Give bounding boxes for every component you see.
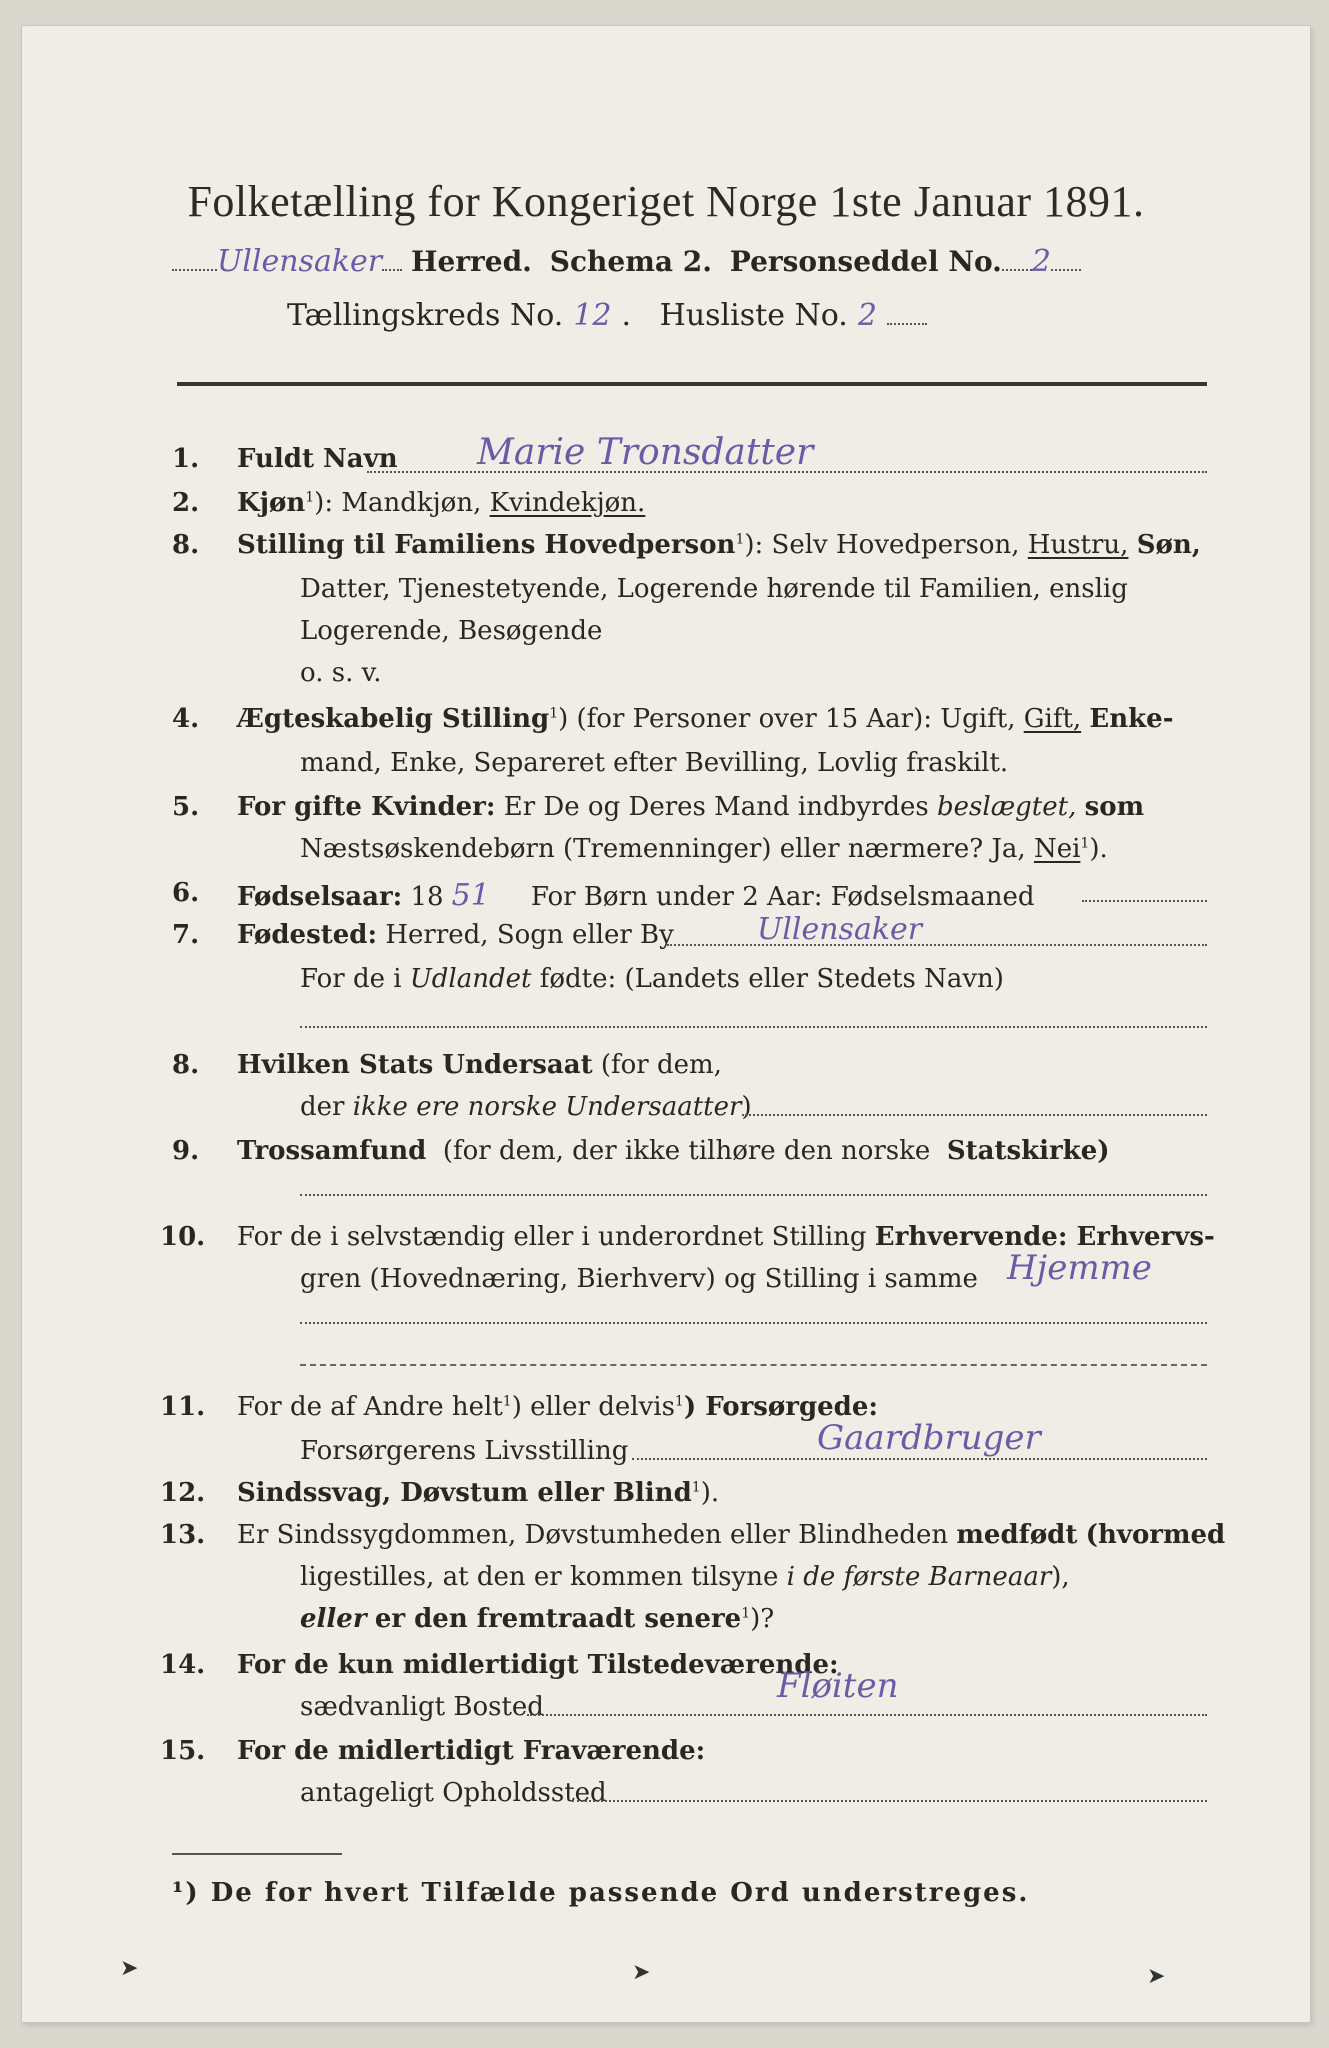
item-text: ). — [1089, 834, 1108, 864]
selected-option: Hustru, — [1027, 530, 1129, 560]
answer-line — [572, 1800, 1207, 1802]
answer-line — [300, 1364, 1207, 1366]
item-number: 7. — [172, 920, 200, 950]
item-text: (hvormed — [1085, 1520, 1226, 1550]
answer-line — [742, 1114, 1207, 1116]
item-text: ) eller delvis — [511, 1392, 675, 1422]
item-label: Stilling til Familiens Hovedperson — [237, 530, 736, 560]
item-11-line-2 — [300, 1436, 628, 1466]
answer-line — [527, 1714, 1207, 1716]
footnote-ref: 1 — [549, 705, 559, 722]
item-number: 8. — [172, 1050, 200, 1080]
kreds-label: Tællingskreds No. — [287, 298, 564, 333]
item-text: er den fremtraadt senere — [374, 1604, 742, 1634]
item-text: For de i selvstændig eller i underordnet Stilling — [237, 1222, 867, 1252]
item-number: 2. — [172, 488, 200, 518]
item-label: Hvilken Stats Undersaat — [237, 1050, 593, 1080]
item-text: For Børn under 2 Aar: Fødselsmaaned — [530, 882, 1035, 912]
answer-line — [632, 1458, 1207, 1460]
item-label: ) Forsørgede: — [683, 1392, 878, 1422]
footnote-ref: 1 — [674, 1393, 684, 1410]
item-5-line-2 — [300, 834, 1108, 864]
item-text: ) — [741, 1092, 752, 1122]
form-title: Folketælling for Kongeriget Norge 1ste Januar 1891. — [187, 177, 1145, 226]
footnote-ref: 1 — [305, 489, 315, 506]
header-line-kreds: Tællingskreds No. 12 . Husliste No. 2 — [287, 298, 927, 333]
arrow-mark-icon: ➤ — [1147, 1964, 1166, 1989]
item-text: )? — [750, 1604, 775, 1634]
item-text: ikke ere norske Undersaatter — [352, 1092, 742, 1122]
arrow-mark-icon: ➤ — [120, 1956, 139, 1981]
item-number: 11. — [160, 1392, 206, 1422]
item-label: For de midlertidigt Fraværende: — [237, 1736, 706, 1766]
item-label: Sindssvag, Døvstum eller Blind — [237, 1478, 692, 1508]
footnote-ref: 1 — [735, 531, 745, 548]
personseddel-label: Personseddel No. — [729, 245, 1002, 278]
occupation-value: Hjemme — [1007, 1248, 1152, 1288]
item-label: Fødselsaar: — [237, 882, 403, 912]
item-text: 18 — [410, 882, 444, 912]
birthplace-value: Ullensaker — [757, 912, 923, 947]
item-3-line-2: Datter, Tjenestetyende, Logerende hørende til Familien, enslig — [300, 574, 1128, 604]
item-text: eller — [300, 1604, 367, 1634]
birth-year-value: 51 — [451, 878, 490, 913]
item-text: antageligt Opholdssted — [300, 1778, 607, 1808]
answer-line — [367, 471, 1207, 473]
item-number: 14. — [160, 1650, 206, 1680]
item-4-line-2: mand, Enke, Separeret efter Bevilling, Lovlig fraskilt. — [300, 748, 1009, 778]
item-text: ): Mandkjøn, — [314, 488, 482, 518]
item-text: Næstsøskendebørn (Tremenninger) eller nærmere? Ja, — [300, 834, 1026, 864]
item-text: Forsørgerens Livsstilling — [300, 1436, 629, 1466]
name-value: Marie Tronsdatter — [477, 432, 814, 473]
item-label: Trossamfund — [237, 1136, 427, 1166]
footnote-ref: 1 — [741, 1605, 751, 1622]
item-text: For de af Andre helt — [237, 1392, 503, 1422]
item-text: (for dem, — [600, 1050, 722, 1080]
census-form — [22, 26, 1310, 2022]
item-label: medfødt — [956, 1520, 1078, 1550]
item-number: 6. — [172, 878, 200, 908]
answer-line — [300, 1322, 1207, 1324]
item-label: For gifte Kvinder: — [237, 792, 496, 822]
item-number: 9. — [172, 1136, 200, 1166]
item-text: der — [300, 1092, 345, 1122]
selected-option: Nei — [1033, 834, 1081, 864]
schema-label: Schema 2. — [549, 245, 712, 278]
footnote-divider — [172, 1853, 342, 1855]
item-text: Søn, — [1136, 530, 1201, 560]
item-label: Fødested: — [237, 920, 378, 950]
item-text: Statskirke) — [946, 1136, 1110, 1166]
item-text: gren (Hovednæring, Bierhverv) og Stilling i samme — [300, 1264, 978, 1294]
answer-line — [667, 944, 1207, 946]
personseddel-value: 2 — [1031, 244, 1051, 279]
usual-residence-value: Fløiten — [777, 1666, 899, 1706]
item-label: Fuldt Navn — [237, 444, 398, 474]
item-text: ligestilles, at den er kommen tilsyne — [300, 1562, 779, 1592]
item-13-line-2 — [300, 1562, 1070, 1592]
answer-line — [1082, 900, 1207, 902]
item-3-line-4: o. s. v. — [300, 658, 382, 688]
footnote-ref: 1 — [691, 1479, 701, 1496]
item-number: 10. — [160, 1222, 206, 1252]
answer-line — [300, 1026, 1207, 1028]
item-14-line-2 — [300, 1692, 544, 1722]
header-line-herred — [172, 244, 1081, 279]
item-label: For de kun midlertidigt Tilstedeværende: — [237, 1650, 839, 1680]
footnote: ¹) De for hvert Tilfælde passende Ord understreges. — [172, 1878, 1030, 1908]
husliste-label: Husliste No. — [659, 298, 848, 333]
item-label: Erhvervende: Erhvervs- — [874, 1222, 1215, 1252]
item-text: For de i — [300, 964, 402, 994]
item-text: som — [1084, 792, 1145, 822]
item-number: 15. — [160, 1736, 206, 1766]
kreds-value: 12 — [573, 298, 612, 333]
herred-label: Herred. — [411, 245, 532, 278]
item-number: 4. — [172, 704, 200, 734]
footnote-ref: 1 — [502, 1393, 512, 1410]
item-text: ) (for Personer over 15 Aar): Ugift, — [558, 704, 1016, 734]
item-label: Kjøn — [237, 488, 306, 518]
footnote-ref: 1 — [1080, 835, 1090, 852]
item-text: Enke- — [1089, 704, 1174, 734]
item-number: 5. — [172, 792, 200, 822]
item-text: ), — [1051, 1562, 1070, 1592]
selected-option: Gift, — [1023, 704, 1082, 734]
item-text: fødte: (Landets eller Stedets Navn) — [539, 964, 1004, 994]
item-15-line-2 — [300, 1778, 607, 1808]
answer-line — [300, 1194, 1207, 1196]
item-number: 13. — [160, 1520, 206, 1550]
item-number: 12. — [160, 1478, 206, 1508]
supporter-occupation-value: Gaardbruger — [817, 1418, 1041, 1458]
herred-value: Ullensaker — [217, 244, 383, 279]
item-text: i de første Barneaar — [786, 1562, 1052, 1592]
item-label: Ægteskabelig Stilling — [237, 704, 550, 734]
arrow-mark-icon: ➤ — [632, 1960, 651, 1985]
item-8-line-2 — [300, 1092, 752, 1122]
item-text: ). — [700, 1478, 720, 1508]
item-text: Er De og Deres Mand indbyrdes — [503, 792, 929, 822]
item-10-line-2 — [300, 1264, 978, 1294]
item-3-line-3: Logerende, Besøgende — [300, 616, 603, 646]
item-text: Udlandet — [409, 964, 532, 994]
item-number: 8. — [172, 530, 200, 560]
item-13-line-3 — [300, 1604, 774, 1634]
selected-option: Kvindekjøn. — [489, 488, 646, 518]
item-text: beslægtet, — [937, 792, 1077, 822]
header-divider — [177, 382, 1207, 386]
item-text: sædvanligt Bosted — [300, 1692, 544, 1722]
item-text: ): Selv Hovedperson, — [744, 530, 1020, 560]
item-7-line-2 — [300, 964, 1004, 994]
husliste-value: 2 — [857, 298, 877, 333]
item-text: Herred, Sogn eller By — [385, 920, 674, 950]
item-number: 1. — [172, 444, 200, 474]
item-text: Er Sindssygdommen, Døvstumheden eller Blindheden — [237, 1520, 949, 1550]
item-text: (for dem, der ikke tilhøre den norske — [442, 1136, 931, 1166]
